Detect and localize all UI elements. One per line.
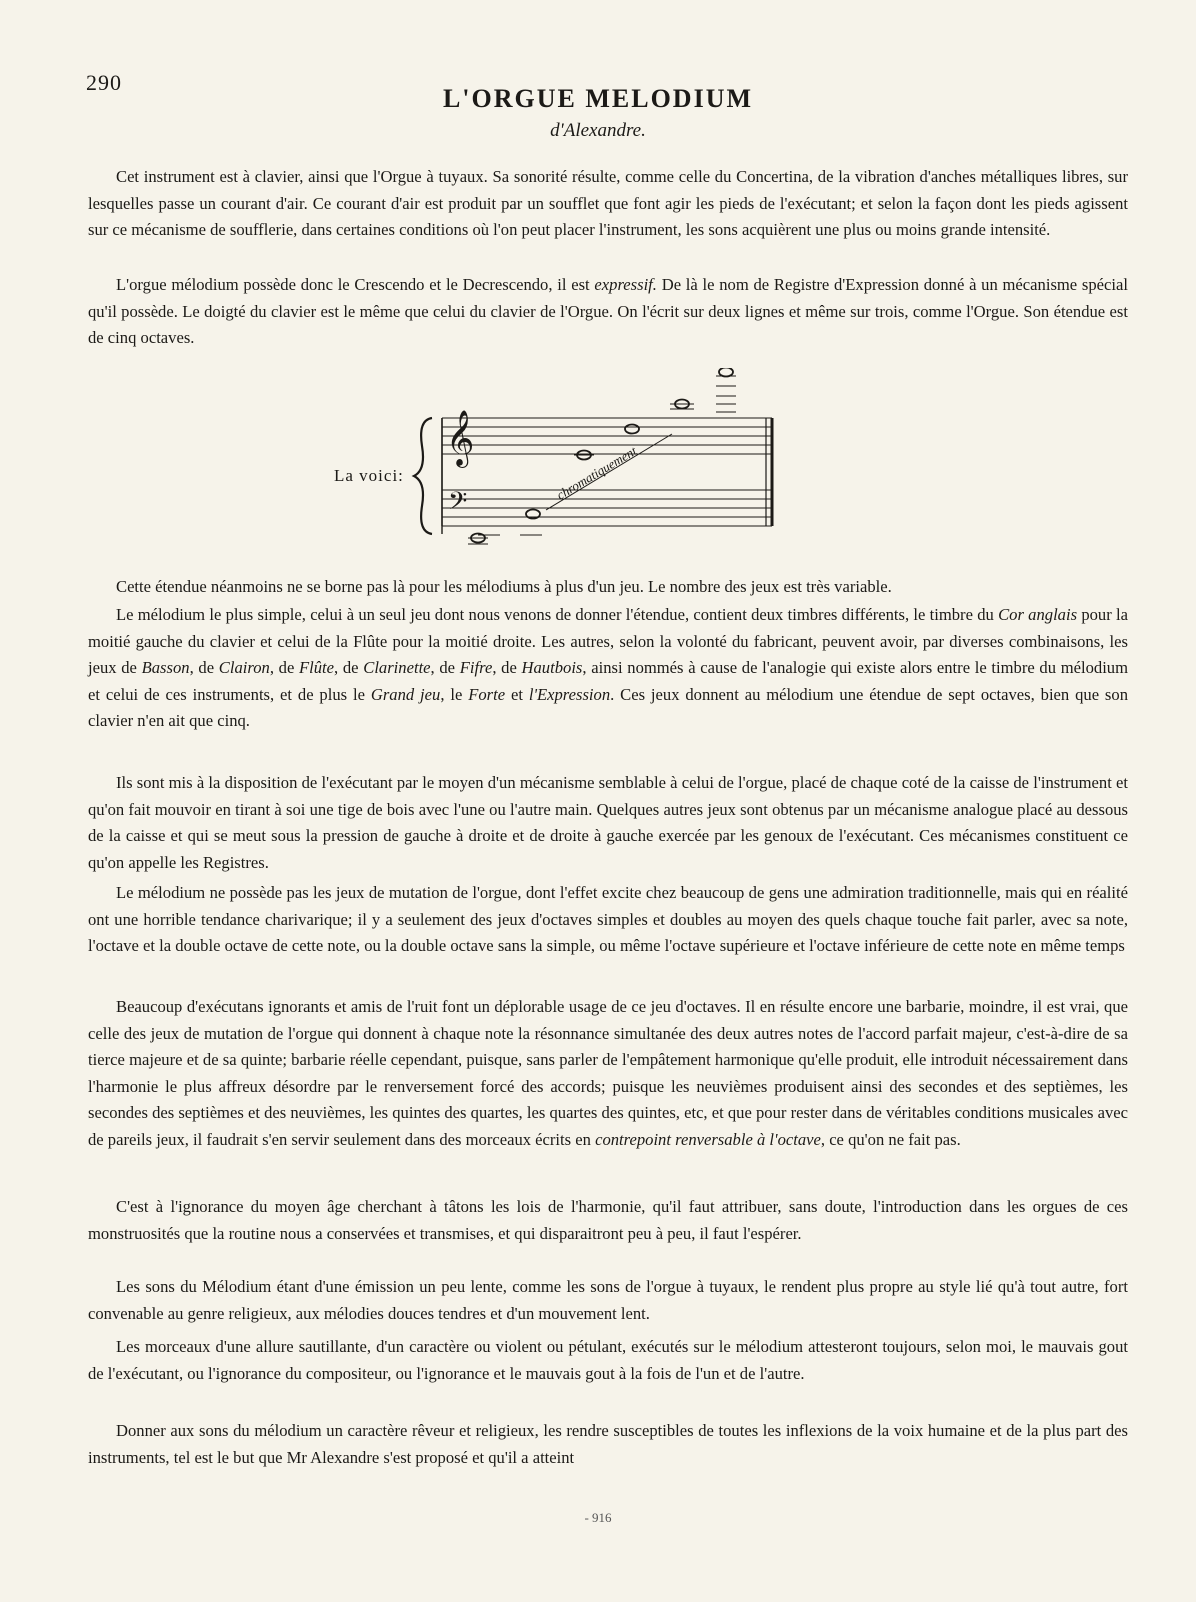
paragraph-9: Les sons du Mélodium étant d'une émission un peu lente, comme les sons de l'orgue à tuyaux, le rendent plus propre au style lié qu'à tout autre, fort convenable au genre religieux, aux mélodies douces tendres et d'un mouvement lent. [88,1277,1128,1323]
paragraph-4: Le mélodium le plus simple, celui à un seul jeu dont nous venons de donner l'étendue, contient deux timbres différents, le timbre du Cor anglais pour la moitié gauche du clavier et celui de la Flûte pour la moitié droite. Les autres, selon la volonté du fabricant, peuvent avoir, par diverses combinaisons, les jeux de Basson, de Clairon, de Flûte, de Clarinette, de Fifre, de Hautbois, ainsi nommés à cause de l'analogie qui existe alors entre le timbre du mélodium et celui de ces instruments, et de plus le Grand jeu, le Forte et l'Expression. Ces jeux donnent au mélodium une étendue de sept octaves, bien que son clavier n'en ait que cinq. [88,605,1129,731]
paragraph-11: Donner aux sons du mélodium un caractère rêveur et religieux, les rendre susceptibles de toutes les inflexions de la voix humaine et de la plus part des instruments, tel est le but que Mr Alexandre s'est proposé et qu'il a atteint [88,1421,1128,1467]
paragraph-3: Cette étendue néanmoins ne se borne pas là pour les mélodiums à plus d'un jeu. Le nombre des jeux est très variable. [116,577,892,596]
paragraph-2: L'orgue mélodium possède donc le Crescendo et le Decrescendo, il est expressif. De là le nom de Registre d'Expression donné à un mécanisme spécial qu'il possède. Le doigté du clavier est le même que celui du clavier de l'Orgue. On l'écrit sur deux lignes et même sur trois, comme l'Orgue. Son étendue est de cinq octaves. [88,275,1128,348]
page-number: 290 [86,70,122,95]
footer-mark: - 916 [584,1510,612,1525]
page-title: L'ORGUE MELODIUM [442,84,754,113]
paragraph-1: Cet instrument est à clavier, ainsi que l'Orgue à tuyaux. Sa sonorité résulte, comme celle du Concertina, de la vibration d'anches métalliques libres, sur lesquelles passe un courant d'air. Ce courant d'air est produit par un soufflet que font agir les pieds de l'exécutant; et selon la façon dont les pieds agissent sur ce mécanisme de soufflerie, dans certaines conditions où l'on peut placer l'instrument, les sons acquièrent une plus ou moins grande intensité. [88,167,1128,240]
brace [414,418,432,534]
paragraph-6: Le mélodium ne possède pas les jeux de mutation de l'orgue, dont l'effet excite chez beaucoup de gens une admiration traditionnelle, mais qui en réalité ont une horrible tendance charivarique; il y a seulement des jeux d'octaves simples et doubles au moyen des quels chaque touche fait parler, avec sa note, l'octave et la double octave de cette note, ou la double octave sans la simple, ou même l'octave supérieure et l'octave inférieure de cette note en même temps [88,883,1128,956]
paragraph-8: C'est à l'ignorance du moyen âge cherchant à tâtons les lois de l'harmonie, qu'il faut attribuer, sans doute, l'introduction dans les orgues de ces monstruosités que la routine nous a conservées et transmises, et qui disparaitront peu à peu, il faut l'espérer. [88,1197,1128,1243]
music-range-example [320,368,800,558]
page-subtitle: d'Alexandre. [550,120,646,141]
paragraph-10: Les morceaux d'une allure sautillante, d'un caractère ou violent ou pétulant, exécutés sur le mélodium attesteront toujours, selon moi, le mauvais gout de l'exécutant, ou l'ignorance du compositeur, ou l'ignorance et le mauvais gout à la fois de l'un et de l'autre. [88,1337,1128,1383]
music-example-label: La voici: [334,466,404,485]
treble-clef: 𝄞 [446,410,475,466]
paragraph-5: Ils sont mis à la disposition de l'exécutant par le moyen d'un mécanisme semblable à celui de l'orgue, placé de chaque coté de la caisse de l'instrument et qu'on fait mouvoir en tirant à soi une tige de bois avec l'une ou l'autre main. Quelques autres jeux sont obtenus par un mécanisme analogue placé au dessous de la caisse et qui se meut sous la pression de gauche à droite et de droite à gauche exercée par les genoux de l'exécutant. Ces mécanismes constituent ce qu'on appelle les Registres. [88,773,1128,872]
bass-clef: 𝄢 [448,487,468,522]
chromatic-annotation: chromatiquement [553,443,640,503]
paragraph-7: Beaucoup d'exécutans ignorants et amis de l'ruit font un déplorable usage de ce jeu d'octaves. Il en résulte encore une barbarie, moindre, il est vrai, que celle des jeux de mutation de l'orgue qui donnent à chaque note la résonnance simultanée des deux autres notes de l'accord parfait majeur, c'est-à-dire de sa tierce majeure et de sa quinte; barbarie réelle cependant, puisque, sans parler de l'empâtement harmonique qu'elle produit, elle introduit nécessairement dans l'harmonie le plus affreux désordre par le renversement forcé des accords; puisque les neuvièmes produisent ainsi des secondes et des septièmes, les secondes des septièmes et des neuvièmes, les quintes des quartes, les quartes des quintes, etc, et que pour rester dans de véritables conditions musicales avec de pareils jeux, il faudrait s'en servir seulement dans des morceaux écrits en contrepoint renversable à l'octave, ce qu'on ne fait pas. [88,997,1128,1149]
